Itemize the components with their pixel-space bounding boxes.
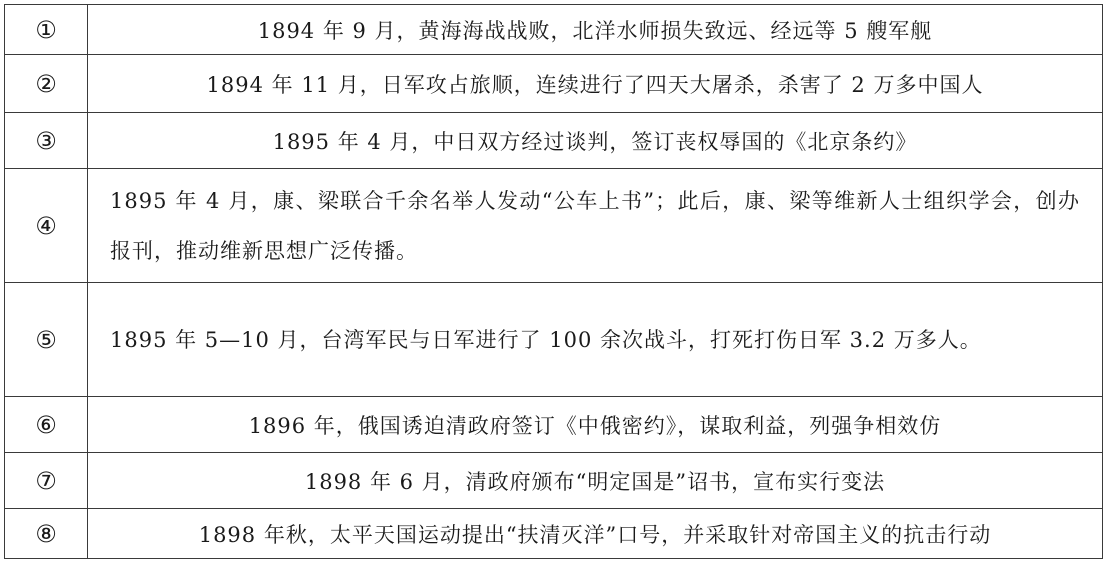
- table-row: [5, 5, 1103, 55]
- event-text: 1896 年，俄国诱迫清政府签订《中俄密约》，谋取利益，列强争相效仿: [88, 397, 1103, 453]
- event-text: 1895 年 5—10 月，台湾军民与日军进行了 100 余次战斗，打死打伤日军 3.2 万多人。: [88, 283, 1103, 397]
- event-text: 1895 年 4 月，中日双方经过谈判，签订丧权辱国的《北京条约》: [88, 113, 1103, 169]
- table-row: [5, 453, 1103, 509]
- table-row: [5, 169, 1103, 283]
- event-text: 1898 年 6 月，清政府颁布“明定国是”诏书，宣布实行变法: [88, 453, 1103, 509]
- row-number: ⑥: [5, 397, 88, 453]
- table-row: [5, 55, 1103, 113]
- event-text: 1895 年 4 月，康、梁联合千余名举人发动“公车上书”；此后，康、梁等维新人士组织学会，创办报刊，推动维新思想广泛传播。: [88, 169, 1103, 283]
- row-number: ⑧: [5, 509, 88, 559]
- event-text: 1894 年 11 月，日军攻占旅顺，连续进行了四天大屠杀，杀害了 2 万多中国人: [88, 55, 1103, 113]
- row-number: ④: [5, 169, 88, 283]
- event-text: 1894 年 9 月，黄海海战战败，北洋水师损失致远、经远等 5 艘军舰: [88, 5, 1103, 55]
- table-row: [5, 509, 1103, 559]
- row-number: ①: [5, 5, 88, 55]
- row-number: ⑤: [5, 283, 88, 397]
- row-number: ②: [5, 55, 88, 113]
- table-row: [5, 397, 1103, 453]
- table-row: [5, 283, 1103, 397]
- events-table: [4, 4, 1103, 559]
- event-text: 1898 年秋，太平天国运动提出“扶清灭洋”口号，并采取针对帝国主义的抗击行动: [88, 509, 1103, 559]
- table-row: [5, 113, 1103, 169]
- row-number: ⑦: [5, 453, 88, 509]
- row-number: ③: [5, 113, 88, 169]
